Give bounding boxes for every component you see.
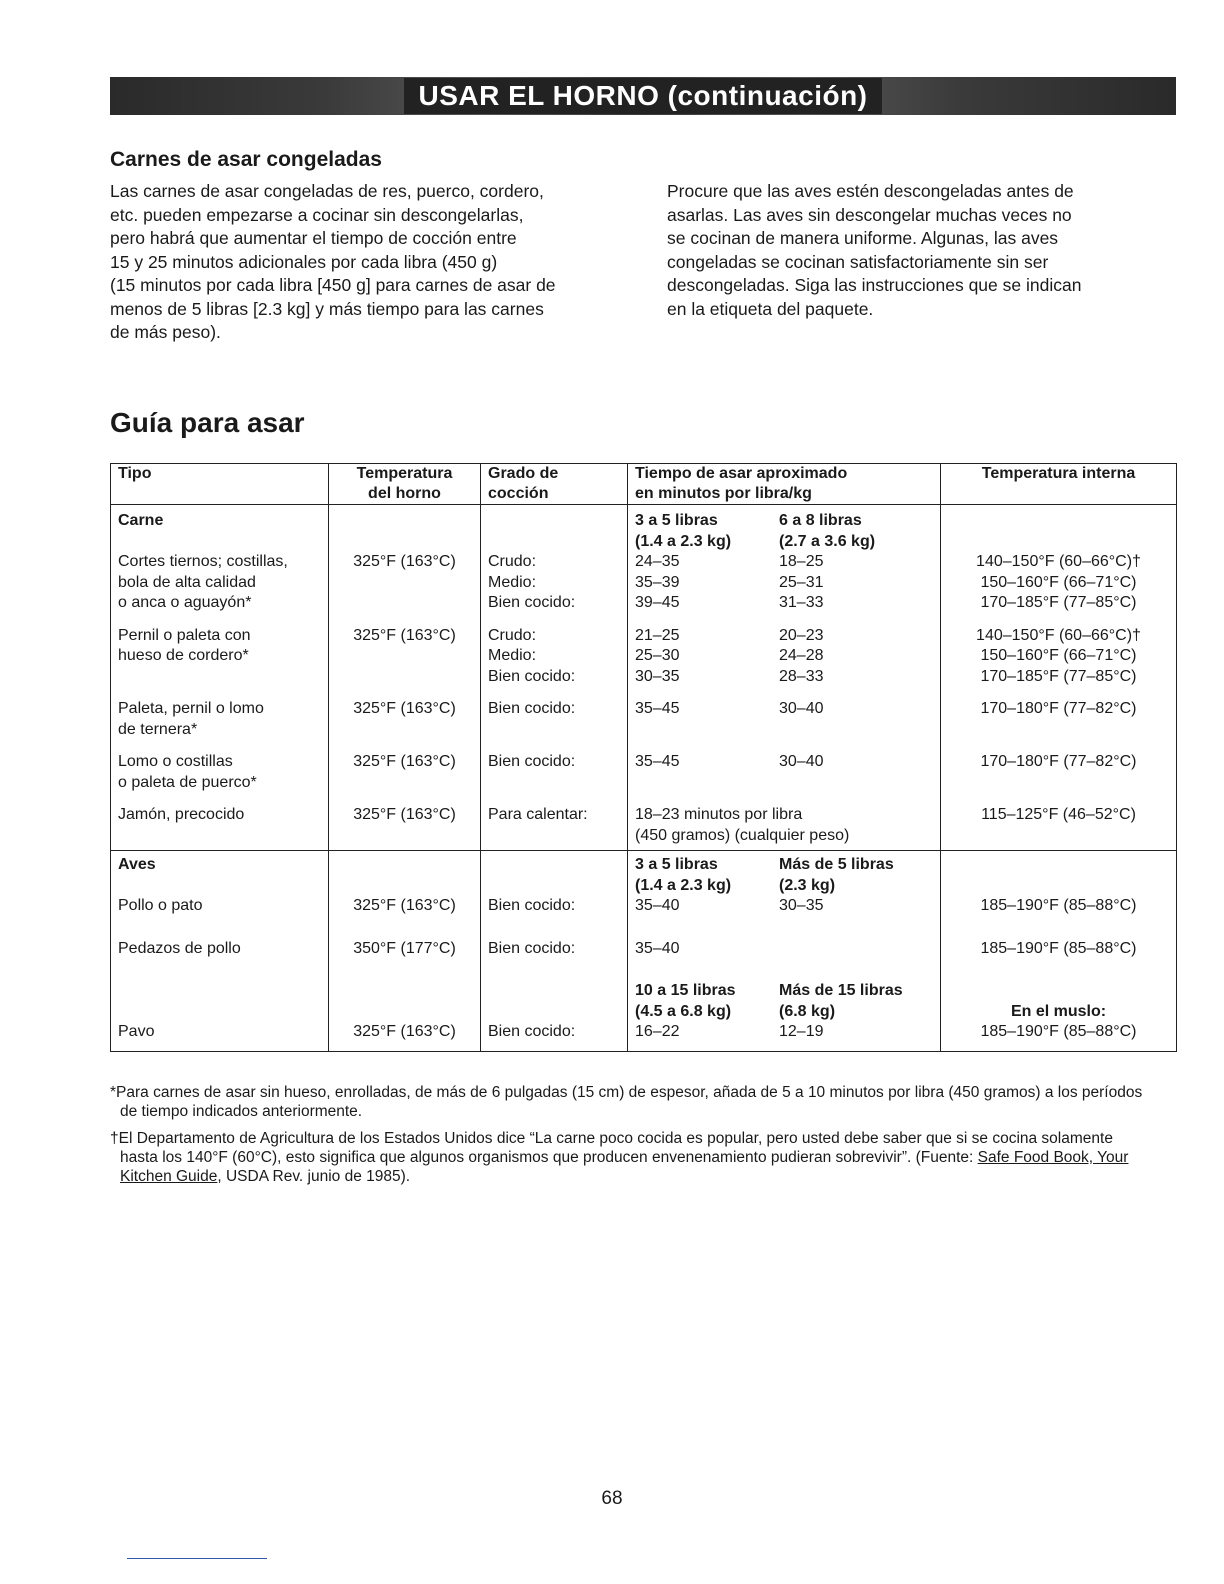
cell-grado: Crudo: Medio: Bien cocido:	[481, 552, 628, 614]
header-interna: Temperatura interna	[941, 464, 1177, 505]
cell-tiempo: 3 a 5 libras Más de 5 libras (1.4 a 2.3 kg) (2.3 kg) 35–40 30–35	[628, 851, 941, 917]
cell-grado: Bien cocido:	[481, 740, 628, 793]
header-temperatura: Temperatura del horno	[329, 464, 481, 505]
frozen-roasts-paragraph: Las carnes de asar congeladas de res, puerco, cordero, etc. pueden empezarse a cocinar sin descongelarlas, pero habrá que aumentar el tiempo de cocción entre 15 y 25 minutos adicionales por cada libra (450 g) (15 minutos por cada libra [450 g] para carnes de asar de menos de 5 libras [2.3 kg] y más tiempo para las carnes de más peso).	[110, 181, 556, 342]
poultry-thaw-paragraph: Procure que las aves estén descongeladas antes de asarlas. Las aves sin descongelar muchas veces no se cocinan de manera uniforme. Algunas, las aves congeladas se cocinan satisfactoriamente sin ser descongeladas. Siga las instrucciones que se indican en la etiqueta del paquete.	[667, 181, 1082, 319]
frozen-roasts-heading: Carnes de asar congeladas	[110, 148, 382, 171]
cell-tipo: Jamón, precocido	[111, 793, 329, 851]
cell-tipo: Pavo	[111, 959, 329, 1051]
cell-temp: 325°F (163°C)	[329, 687, 481, 740]
source-title: Safe Food Book, Your Kitchen Guide	[120, 1149, 1129, 1185]
section-banner	[110, 77, 1176, 115]
cell-tiempo: 21–25 20–23 25–30 24–28 30–35 28–33	[628, 614, 941, 688]
cell-temp: 325°F (163°C)	[329, 614, 481, 688]
table-row	[111, 959, 1177, 1051]
cell-tiempo: 10 a 15 libras Más de 15 libras (4.5 a 6.8 kg) (6.8 kg) 16–22 12–19	[628, 959, 941, 1051]
cell-tiempo: 35–40	[628, 917, 941, 960]
cell-interna: 170–180°F (77–82°C)	[941, 687, 1177, 740]
weight-columns: 3 a 5 libras 6 a 8 libras (1.4 a 2.3 kg) (2.7 a 3.6 kg)	[628, 505, 941, 553]
cell-temp: 350°F (177°C)	[329, 917, 481, 960]
cell-tipo: Pedazos de pollo	[111, 917, 329, 960]
cell-grado: Bien cocido:	[481, 687, 628, 740]
table-row	[111, 851, 1177, 917]
cell-tipo: Cortes tiernos; costillas, bola de alta calidad o anca o aguayón*	[111, 552, 329, 614]
table-row	[111, 917, 1177, 960]
cell-tiempo: 35–45 30–40	[628, 687, 941, 740]
table-header-row	[111, 464, 1177, 505]
table-row	[111, 687, 1177, 740]
cell-temp: 325°F (163°C)	[329, 552, 481, 614]
cell-grado: Bien cocido:	[481, 851, 628, 917]
cell-tiempo: 24–35 18–25 35–39 25–31 39–45 31–33	[628, 552, 941, 614]
table-row	[111, 793, 1177, 851]
cell-tiempo: 18–23 minutos por libra (450 gramos) (cualquier peso)	[628, 793, 941, 851]
page-number: 68	[601, 1488, 623, 1509]
cell-temp: 325°F (163°C)	[329, 793, 481, 851]
cell-interna: 170–180°F (77–82°C)	[941, 740, 1177, 793]
cell-temp: 325°F (163°C)	[329, 959, 481, 1051]
cell-temp: 325°F (163°C)	[329, 851, 481, 917]
table-row	[111, 740, 1177, 793]
footnote-dagger: †El Departamento de Agricultura de los Estados Unidos dice “La carne poco cocida es popular, pero usted debe saber que si se cocina solamente hasta los 140°F (60°C), esto significa que algunos organismos que producen envenenamiento pudieran sobrevivir”. (Fuente: Safe Food Book, Your Kitchen Guide, USDA Rev. junio de 1985).	[110, 1130, 1129, 1185]
group-label-aves: Aves Pollo o pato	[111, 851, 329, 917]
footnote-star: *Para carnes de asar sin hueso, enrolladas, de más de 6 pulgadas (15 cm) de espesor, añada de 5 a 10 minutos por libra (450 gramos) a los períodos de tiempo indicados anteriormente.	[110, 1084, 1143, 1120]
roasting-guide-table	[110, 463, 1177, 1052]
group-label-carne: Carne	[111, 505, 329, 553]
footer-rule	[127, 1558, 267, 1559]
cell-grado: Bien cocido:	[481, 917, 628, 960]
table-row	[111, 505, 1177, 553]
roasting-guide-heading: Guía para asar	[110, 407, 305, 438]
cell-tipo: Paleta, pernil o lomo de ternera*	[111, 687, 329, 740]
header-tipo: Tipo	[111, 464, 329, 505]
cell-grado: Bien cocido:	[481, 959, 628, 1051]
header-tiempo: Tiempo de asar aproximado en minutos por libra/kg	[628, 464, 941, 505]
cell-interna: En el muslo: 185–190°F (85–88°C)	[941, 959, 1177, 1051]
cell-interna: 140–150°F (60–66°C)† 150–160°F (66–71°C) 170–185°F (77–85°C)	[941, 614, 1177, 688]
cell-grado: Para calentar:	[481, 793, 628, 851]
banner-title: USAR EL HORNO (continuación)	[404, 78, 881, 114]
table-row	[111, 614, 1177, 688]
cell-interna: 185–190°F (85–88°C)	[941, 851, 1177, 917]
cell-grado: Crudo: Medio: Bien cocido:	[481, 614, 628, 688]
cell-tipo: Pernil o paleta con hueso de cordero*	[111, 614, 329, 688]
cell-tiempo: 35–45 30–40	[628, 740, 941, 793]
cell-tipo: Lomo o costillas o paleta de puerco*	[111, 740, 329, 793]
cell-interna: 185–190°F (85–88°C)	[941, 917, 1177, 960]
cell-temp: 325°F (163°C)	[329, 740, 481, 793]
cell-interna: 140–150°F (60–66°C)† 150–160°F (66–71°C) 170–185°F (77–85°C)	[941, 552, 1177, 614]
footnotes	[110, 1083, 1150, 1194]
table-row	[111, 552, 1177, 614]
header-grado: Grado de cocción	[481, 464, 628, 505]
cell-interna: 115–125°F (46–52°C)	[941, 793, 1177, 851]
